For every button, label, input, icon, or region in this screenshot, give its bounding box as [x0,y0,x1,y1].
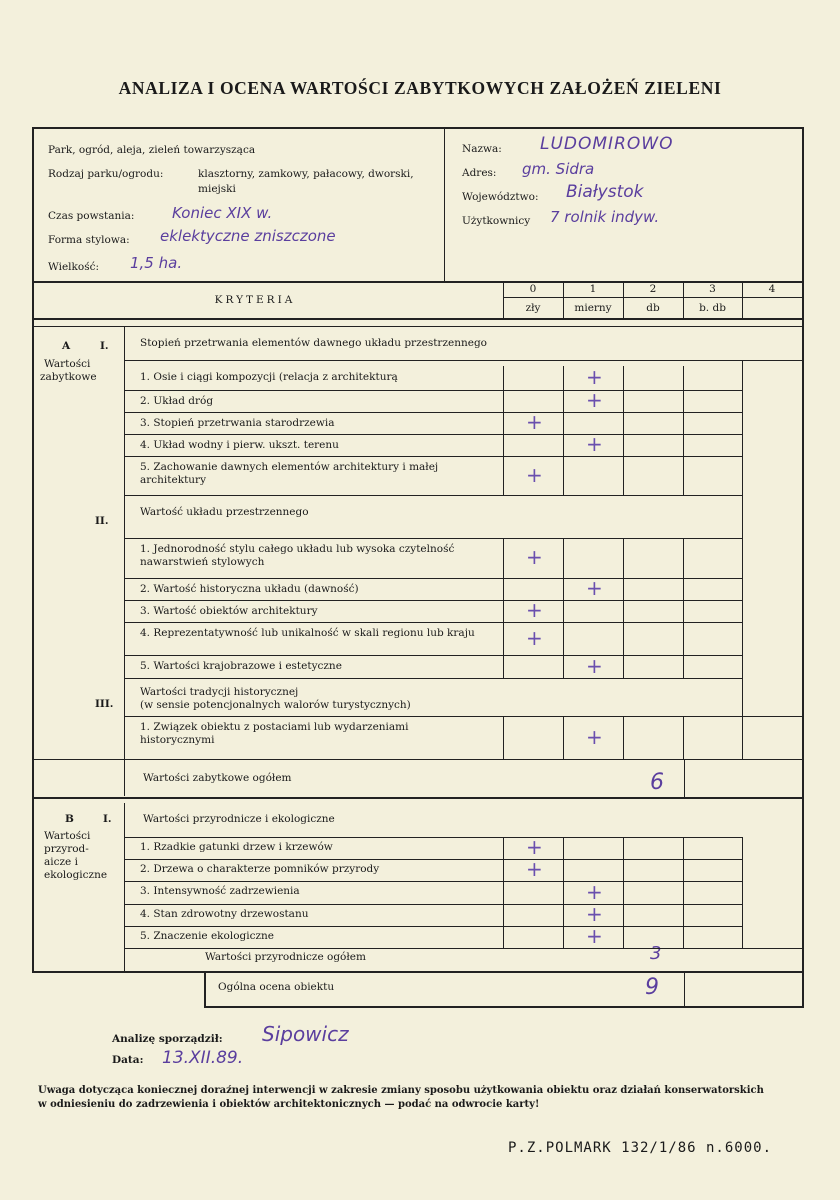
col-number: 1 [589,283,597,295]
page-title: ANALIZA I OCENA WARTOŚCI ZABYTKOWYCH ZAŁOŻEŃ ZIELENI [118,78,722,98]
total-a-divider [684,759,685,797]
a-col-divider [503,390,504,412]
wielkosc-value: 1,5 ha. [130,254,183,272]
col-label: db [646,302,660,314]
criterion-label: 3. Stopień przetrwania starodrzewia [140,417,335,429]
check-mark: + [526,598,543,622]
section-a-letter: A [62,340,71,352]
czas-label: Czas powstania: [48,210,135,222]
rodzaj-label: Rodzaj parku/ogrodu: [48,168,164,180]
a-col-divider [623,366,624,390]
check-mark: + [586,902,603,926]
row-bottom [124,434,742,435]
b-col-divider [623,926,624,948]
a-col-divider [503,600,504,622]
a-col-divider [563,716,564,759]
section-b-name-3: aicze i [44,856,78,868]
criterion-label: 1. Osie i ciągi kompozycji (relacja z architekturą [140,371,398,383]
col-label: b. db [699,302,726,314]
overall-divider [684,971,685,1007]
criteria-header-mid [503,297,803,298]
check-mark: + [586,365,603,389]
a-col-divider [503,716,504,759]
a-col-divider [683,412,684,434]
row-bottom [124,600,742,601]
row-bottom [124,655,742,656]
b-col-divider [683,837,684,859]
analiza-label: Analizę sporządził: [112,1033,223,1045]
a-col-divider [503,655,504,678]
section-a-roman: I. [100,340,109,352]
criteria-header-bottom [32,318,804,320]
col-divider [802,281,803,318]
criterion-label: 5. Wartości krajobrazowe i estetyczne [140,660,342,672]
row-bottom [124,926,742,927]
a-col-divider [563,390,564,412]
col-number: 3 [709,283,716,295]
a-col-divider [563,622,564,655]
a-col-divider [563,456,564,495]
section-b-label-divider [124,803,125,971]
a-col-divider [683,600,684,622]
check-mark: + [526,835,543,859]
overall-left [204,971,206,1007]
b-col4-right [742,837,743,948]
header-divider [444,127,445,281]
section-b-title: Wartości przyrodnicze i ekologiczne [143,813,335,825]
analiza-signature: Sipowicz [262,1022,349,1046]
section-b-name-4: ekologiczne [44,869,108,881]
a-col-divider [623,390,624,412]
b-col-divider [503,926,504,948]
check-mark: + [526,857,543,881]
section-a-top [32,326,804,327]
forma-value: eklektyczne zniszczone [160,227,336,245]
wielkosc-label: Wielkość: [48,261,100,273]
b-col-divider [563,859,564,881]
group-title: Stopień przetrwania elementów dawnego układu przestrzennego [140,337,487,349]
total-a-value: 6 [650,770,664,795]
a-col-divider [563,538,564,578]
row-bottom [124,622,742,623]
criterion-label: 4. Reprezentatywność lub unikalność w skali regionu lub kraju [140,627,475,639]
section-b-roman: I. [103,813,112,825]
check-mark: + [586,576,603,600]
a-col-divider [683,390,684,412]
col-divider [683,281,684,318]
check-mark: + [526,545,543,569]
b-col-divider [623,904,624,926]
check-mark: + [586,924,603,948]
frame-bottom [32,971,804,973]
nazwa-label: Nazwa: [462,143,502,155]
col-number: 0 [529,283,537,295]
b-col-divider [563,926,564,948]
a-col-divider [503,622,504,655]
section-label-divider [124,326,125,796]
b-col-divider [623,837,624,859]
a-col-divider [683,716,684,759]
b-col-divider [683,926,684,948]
a-col-divider [503,412,504,434]
a-col-divider [563,412,564,434]
rodzaj-options-2: miejski [198,183,236,195]
note-line-2: w odniesieniu do zadrzewienia i obiektów architektonicznych — podać na odwrocie karty! [38,1099,540,1110]
criterion-label: 1. Rzadkie gatunki drzew i krzewów [140,841,333,853]
b-col-divider [563,881,564,904]
col-label: zły [525,302,541,314]
criterion-label: 3. Intensywność zadrzewienia [140,885,300,897]
frame-top [32,127,804,129]
overall-bottom [204,1006,804,1008]
frame-right [802,127,804,1007]
a-col-divider [623,412,624,434]
group-title: Wartości tradycji historycznej [140,686,299,698]
b-title-bottom [124,837,742,838]
park-type-line: Park, ogród, aleja, zieleń towarzysząca [48,144,256,156]
a-col-divider [503,456,504,495]
row-bottom [124,578,742,579]
a-col-divider [623,600,624,622]
section-b-name-1: Wartości [44,830,91,842]
note-line-1: Uwaga dotycząca koniecznej doraźnej interwencji w zakresie zmiany sposobu użytkowania obiektu oraz działań konserwatorskich [38,1085,764,1096]
b-col-divider [503,859,504,881]
b-col-divider [683,859,684,881]
row-bottom [124,904,742,905]
rodzaj-options: klasztorny, zamkowy, pałacowy, dworski, [198,168,414,180]
group-title: Wartość układu przestrzennego [140,506,309,518]
col-divider [563,281,564,318]
a-col-divider [683,434,684,456]
check-mark: + [586,879,603,904]
adres-label: Adres: [462,167,497,179]
group-title-2: (w sensie potencjonalnych walorów turystycznych) [140,699,411,711]
nazwa-value: LUDOMIROWO [540,134,674,154]
a-col-divider [563,578,564,600]
group-bottom [124,360,802,361]
data-label: Data: [112,1054,144,1066]
woj-label: Województwo: [462,191,539,203]
criterion-label: 1. Jednorodność stylu całego układu lub wysoka czytelność nawarstwień stylowych [140,543,455,568]
a-col-divider [563,434,564,456]
check-mark: + [526,410,543,434]
a-col-divider [563,366,564,390]
row-bottom [124,390,742,391]
criterion-label: 2. Drzewa o charakterze pomników przyrody [140,863,380,875]
total-b-value: 3 [650,943,662,964]
check-mark: + [586,388,603,412]
section-a-name-2: zabytkowe [40,371,97,383]
row-bottom [124,948,742,949]
a-col-divider [563,655,564,678]
overall-label: Ogólna ocena obiektu [218,981,335,993]
col-divider [742,281,743,318]
a-col-divider [683,456,684,495]
data-value: 13.XII.89. [162,1048,244,1068]
overall-value: 9 [645,975,659,1000]
a-col-divider [563,600,564,622]
section-b-letter: B [65,813,74,825]
criterion-label: 3. Wartość obiektów architektury [140,605,318,617]
a-col-divider [623,655,624,678]
print-code: P.Z.POLMARK 132/1/86 n.6000. [508,1140,773,1156]
a-col-divider [623,716,624,759]
check-mark: + [526,625,543,650]
group-bottom [124,716,802,717]
uzyt-label: Użytkownicy [462,215,531,227]
criterion-label: 1. Związek obiektu z postaciami lub wydarzeniami historycznymi [140,721,409,746]
a-col4-right [742,360,743,759]
col-divider [503,281,504,318]
check-mark: + [586,653,603,678]
b-col-divider [503,881,504,904]
a-col-divider [503,434,504,456]
a-col-divider [503,578,504,600]
criterion-label: 4. Stan zdrowotny drzewostanu [140,908,309,920]
row-bottom [124,759,742,760]
group-roman: II. [95,515,109,527]
row-bottom [124,678,742,679]
b-col-divider [563,904,564,926]
row-bottom [124,859,742,860]
check-mark: + [586,432,603,456]
group-roman: III. [95,698,114,710]
criterion-label: 4. Układ wodny i pierw. ukszt. terenu [140,439,339,451]
woj-value: Białystok [566,182,644,202]
czas-value: Koniec XIX w. [172,204,273,222]
b-col-divider [503,904,504,926]
section-a-name-1: Wartości [44,358,91,370]
check-mark: + [586,724,603,749]
col-divider [623,281,624,318]
b-col-divider [683,904,684,926]
check-mark: + [526,462,543,487]
a-col-divider [683,538,684,578]
a-col-divider [503,538,504,578]
adres-value: gm. Sidra [522,160,595,178]
a-col-divider [683,655,684,678]
col-number: 4 [768,283,776,295]
a-col-divider [623,578,624,600]
group-bottom [124,538,742,539]
col-number: 2 [649,283,657,295]
a-col-divider [623,622,624,655]
section-b-name-2: przyrod- [44,843,89,855]
total-b-label: Wartości przyrodnicze ogółem [205,951,366,963]
frame-left [32,127,34,972]
row-bottom [124,495,742,496]
row-bottom [124,412,742,413]
row-bottom [124,881,742,882]
a-col-divider [683,622,684,655]
criterion-label: 5. Zachowanie dawnych elementów architektury i małej architektury [140,461,439,486]
a-col-divider [503,366,504,390]
total-a-label: Wartości zabytkowe ogółem [143,772,292,784]
a-col-divider [623,538,624,578]
a-col-divider [683,366,684,390]
uzyt-value: 7 rolnik indyw. [550,208,660,226]
a-col-divider [623,434,624,456]
b-col-divider [623,881,624,904]
a-col-divider [683,578,684,600]
section-b-top [32,797,804,799]
b-col-divider [563,837,564,859]
criterion-label: 2. Wartość historyczna układu (dawność) [140,583,359,595]
b-col-divider [623,859,624,881]
criterion-label: 2. Układ dróg [140,395,214,407]
criterion-label: 5. Znaczenie ekologiczne [140,930,275,942]
forma-label: Forma stylowa: [48,234,130,246]
a-col-divider [623,456,624,495]
col-label: mierny [574,302,612,314]
row-bottom [124,456,742,457]
b-col-divider [683,881,684,904]
b-col-divider [503,837,504,859]
kryteria-label: KRYTERIA [214,294,296,306]
